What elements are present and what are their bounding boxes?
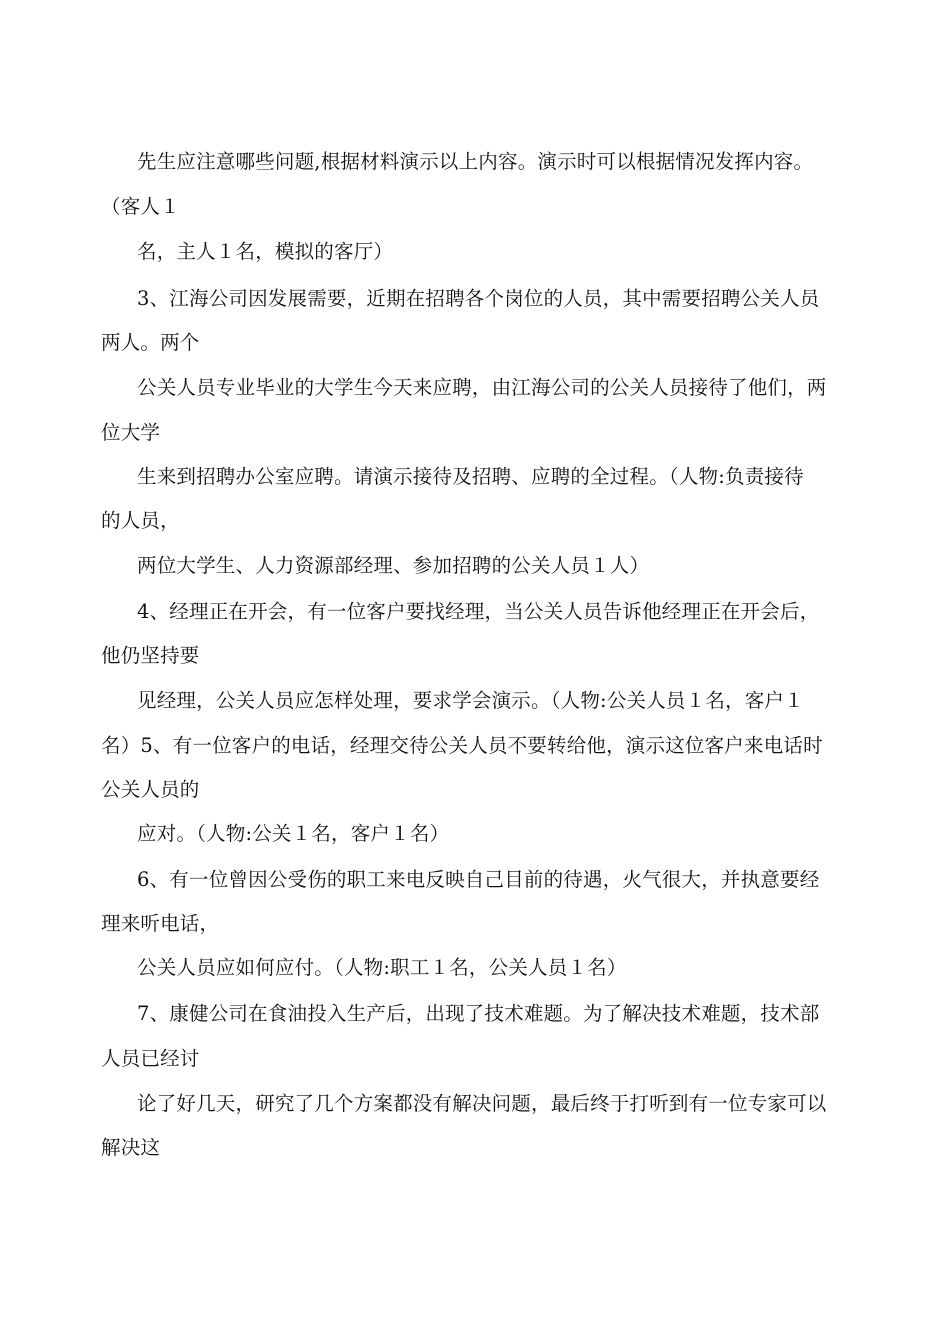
text-line: 应对。（人物:公关１名，客户１名）: [137, 822, 450, 845]
text-line: （客人１: [101, 195, 180, 218]
text-line: 公关人员的: [101, 778, 200, 801]
text-line: 的人员，: [101, 509, 180, 532]
text-line: 见经理，公关人员应怎样处理，要求学会演示。（人物:公关人员１名，客户１: [137, 689, 804, 712]
text-line: 两人。两个: [101, 331, 200, 354]
text-line: 人员已经讨: [101, 1047, 200, 1070]
text-line: 名，主人１名，模拟的客厅）: [137, 240, 394, 263]
text-line: 他仍坚持要: [101, 644, 200, 667]
text-line: 公关人员应如何应付。（人物:职工１名，公关人员１名）: [137, 956, 627, 979]
text-line: 3、江海公司因发展需要，近期在招聘各个岗位的人员，其中需要招聘公关人员: [137, 287, 820, 310]
text-line: 4、经理正在开会，有一位客户要找经理，当公关人员告诉他经理正在开会后，: [137, 600, 820, 623]
text-line: 解决这: [101, 1136, 161, 1159]
text-line: 理来听电话，: [101, 912, 220, 935]
text-line: 生来到招聘办公室应聘。请演示接待及招聘、应聘的全过程。（人物:负责接待: [137, 465, 804, 488]
text-line: 7、康健公司在食油投入生产后，出现了技术难题。为了解决技术难题，技术部: [137, 1002, 820, 1025]
text-line: 名）5、有一位客户的电话，经理交待公关人员不要转给他，演示这位客户来电话时: [101, 734, 823, 757]
text-line: 公关人员专业毕业的大学生今天来应聘，由江海公司的公关人员接待了他们，两: [137, 376, 827, 399]
text-line: 论了好几天，研究了几个方案都没有解决问题，最后终于打听到有一位专家可以: [137, 1092, 827, 1115]
text-line: 两位大学生、人力资源部经理、参加招聘的公关人员１人）: [137, 554, 650, 577]
text-line: 6、有一位曾因公受伤的职工来电反映自己目前的待遇，火气很大，并执意要经: [137, 868, 820, 891]
text-line: 位大学: [101, 421, 161, 444]
text-line: 先生应注意哪些问题,根据材料演示以上内容。演示时可以根据情况发挥内容。: [137, 150, 814, 173]
